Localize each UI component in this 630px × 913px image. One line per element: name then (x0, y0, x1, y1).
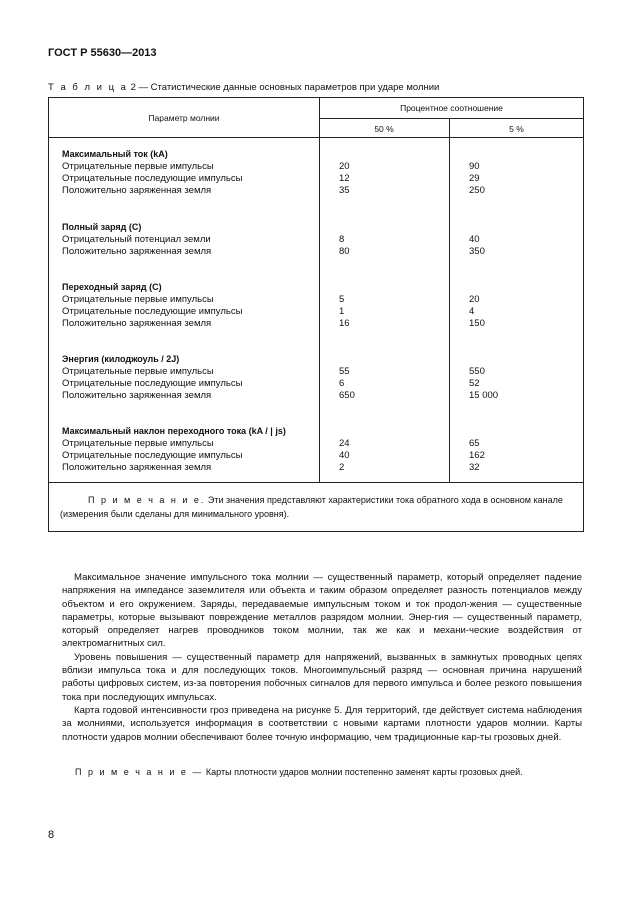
row-label: Положительно заряженная земля (62, 318, 212, 329)
group-title: Полный заряд (С) (62, 222, 142, 232)
row-value-50: 55 (339, 366, 350, 377)
header-50: 50 % (374, 124, 394, 134)
row-label: Отрицательные первые импульсы (62, 161, 214, 172)
body-text (62, 571, 582, 744)
page-note-prefix: П р и м е ч а н и е — (75, 767, 204, 777)
page-note (75, 767, 523, 777)
header-parameter: Параметр молнии (148, 113, 220, 123)
note-divider (49, 482, 584, 483)
group-title: Максимальный ток (kA) (62, 149, 168, 159)
row-value-5: 150 (469, 318, 485, 329)
row-value-50: 20 (339, 161, 350, 172)
row-value-5: 4 (469, 306, 475, 317)
table-caption-prefix: Т а б л и ц а (48, 82, 128, 93)
row-value-5: 52 (469, 378, 480, 389)
row-label: Отрицательные последующие импульсы (62, 173, 243, 184)
row-value-50: 40 (339, 450, 350, 461)
row-label: Положительно заряженная земля (62, 462, 212, 473)
row-value-5: 29 (469, 173, 480, 184)
row-value-5: 40 (469, 234, 480, 245)
row-value-50: 5 (339, 294, 345, 305)
row-label: Отрицательный потенциал земли (62, 234, 211, 245)
row-value-50: 650 (339, 390, 355, 401)
row-label: Отрицательные первые импульсы (62, 294, 214, 305)
row-value-5: 90 (469, 161, 480, 172)
row-label: Отрицательные последующие импульсы (62, 378, 243, 389)
row-label: Положительно заряженная земля (62, 390, 212, 401)
table-note (60, 493, 575, 521)
row-value-50: 12 (339, 173, 350, 184)
row-value-5: 15 000 (469, 390, 499, 401)
page-note-text: Карты плотности ударов молнии постепенно заменят карты грозовых дней. (205, 767, 523, 777)
row-value-5: 250 (469, 185, 485, 196)
row-value-50: 24 (339, 438, 350, 449)
table-caption (48, 82, 439, 93)
header-bottom-line (49, 137, 584, 138)
paragraph: Максимальное значение импульсного тока молнии — существенный параметр, который определяет падение напряжения на импедансе заземлителя или объекта и таким образом определяет разность потенциалов между объектом и его окружением. Заряды, передаваемые импульсным током и ток продол-жения — существенные параметры, которые вызывают повреждение металлов разрядом молнии. Энер-гия — существенный параметр, который определяет нагрев проводников током молнии, так же как и механи-ческие воздействия от электромагнитных сил. (62, 572, 582, 650)
column-divider (449, 118, 450, 482)
header-subdivider (319, 118, 584, 119)
page-number: 8 (48, 829, 55, 841)
row-value-50: 16 (339, 318, 350, 329)
row-value-50: 35 (339, 185, 350, 196)
row-value-5: 65 (469, 438, 480, 449)
row-label: Отрицательные последующие импульсы (62, 450, 243, 461)
row-value-5: 162 (469, 450, 485, 461)
table-caption-text: 2 — Статистические данные основных параметров при ударе молнии (130, 82, 440, 93)
row-label: Отрицательные первые импульсы (62, 366, 214, 377)
row-value-5: 550 (469, 366, 485, 377)
header-5: 5 % (509, 124, 524, 134)
row-label: Положительно заряженная земля (62, 185, 212, 196)
header-percent: Процентное соотношение (400, 103, 503, 113)
row-value-5: 32 (469, 462, 480, 473)
row-value-50: 80 (339, 246, 350, 257)
paragraph: Уровень повышения — существенный параметр для напряжений, вызванных в замкнутых проводных цепях вблизи импульса тока и для последующих токов. Многоимпульсный разряд — основная причина нарушений работы цифровых систем, из-за повторения побочных сигналов для первого импульса и более резкого повышения тока при последующих импульсах. (62, 651, 582, 703)
row-label: Отрицательные первые импульсы (62, 438, 214, 449)
group-title: Энергия (килоджоуль / 2J) (62, 354, 180, 364)
row-value-50: 6 (339, 378, 345, 389)
row-value-5: 20 (469, 294, 480, 305)
row-value-50: 1 (339, 306, 345, 317)
row-value-5: 350 (469, 246, 485, 257)
column-divider (319, 98, 320, 482)
group-title: Переходный заряд (С) (62, 282, 162, 292)
row-value-50: 8 (339, 234, 345, 245)
table-note-text: Эти значения представляют характеристики тока обратного хода в основном канале (измерения были сделаны для минимального уровня). (60, 495, 563, 519)
row-label: Отрицательные последующие импульсы (62, 306, 243, 317)
row-label: Положительно заряженная земля (62, 246, 212, 257)
row-value-50: 2 (339, 462, 345, 473)
lightning-parameters-table (48, 97, 584, 532)
group-title: Максимальный наклон переходного тока (kA / | js) (62, 426, 286, 436)
table-note-prefix: П р и м е ч а н и е. (88, 495, 206, 505)
paragraph: Карта годовой интенсивности гроз приведена на рисунке 5. Для территорий, где действует система наблюдения за молниями, используется информация в соответствии с новыми картами плотности ударов молнии. Карты плотности ударов молнии обеспечивают более точную информацию, чем традиционные кар-ты грозовых дней. (62, 704, 582, 743)
document-header: ГОСТ Р 55630—2013 (48, 47, 157, 59)
